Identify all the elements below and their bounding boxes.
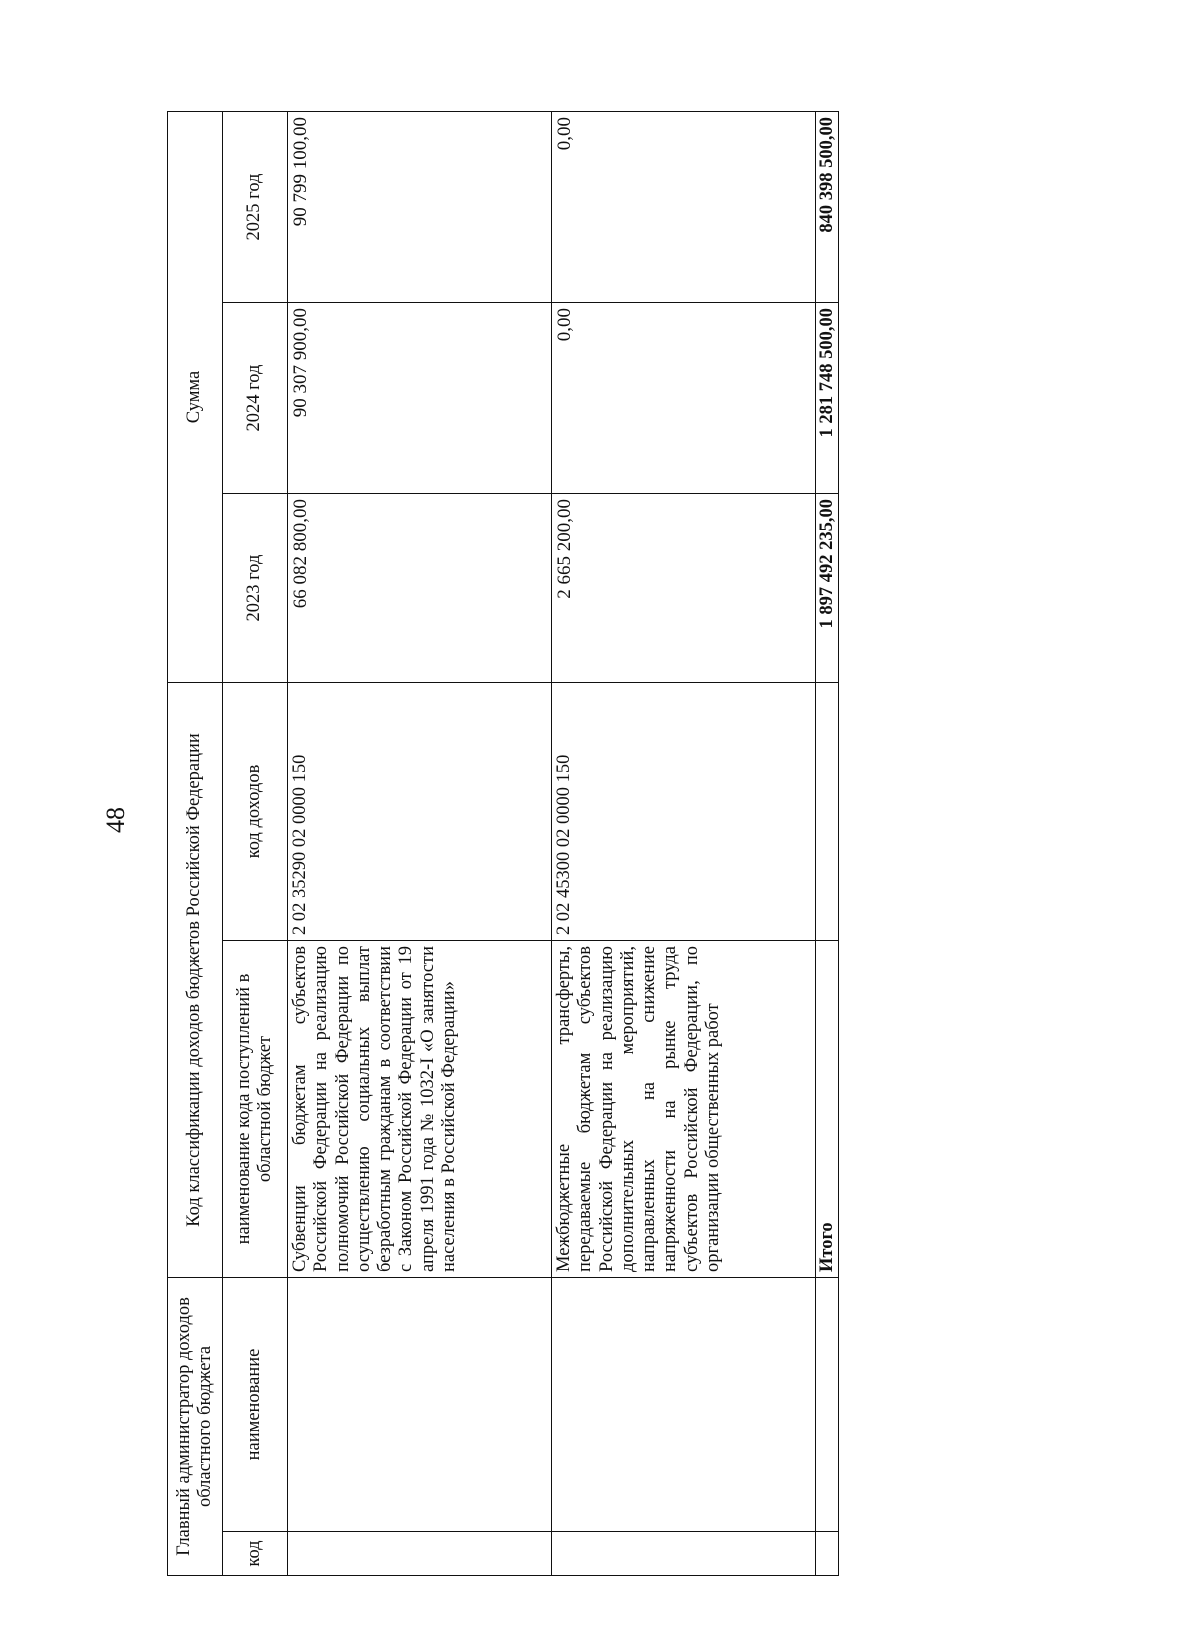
amount-2023-cell: 66 082 800,00 [288, 494, 552, 683]
total-label: Итого [816, 941, 839, 1278]
header-row-top [168, 111, 223, 1575]
amount-2024-cell: 0,00 [552, 303, 816, 494]
header-sum-group: Сумма [168, 111, 223, 682]
amount-2023-cell: 2 665 200,00 [552, 494, 816, 683]
header-row-sub [223, 111, 288, 1575]
header-admin-code: код [223, 1532, 288, 1576]
income-code-cell: 2 02 35290 02 0000 150 [288, 683, 552, 941]
total-2024-cell: 1 281 748 500,00 [816, 303, 839, 494]
header-year-2023: 2023 год [223, 494, 288, 683]
header-admin-name: наименование [223, 1278, 288, 1532]
total-empty-cell [816, 683, 839, 941]
total-2023-cell: 1 897 492 235,00 [816, 494, 839, 683]
total-empty-cell [816, 1532, 839, 1576]
total-2025-cell: 840 398 500,00 [816, 111, 839, 302]
admin-name-cell [288, 1278, 552, 1532]
income-name-cell: Межбюджетные трансферты, передаваемые бюджетам субъектов Российской Федерации на реализацию дополнительных мероприятий, направленных на снижение напряженности на рынке труда субъектов Российской Федерации, по организации общественных работ [552, 941, 816, 1278]
header-admin-group: Главный администратор доходов областного бюджета [168, 1278, 223, 1576]
page-number: 48 [101, 807, 130, 833]
admin-code-cell [288, 1532, 552, 1576]
amount-2025-cell: 0,00 [552, 111, 816, 302]
total-empty-cell [816, 1278, 839, 1532]
admin-name-cell [552, 1278, 816, 1532]
header-year-2024: 2024 год [223, 303, 288, 494]
total-row [816, 111, 839, 1575]
header-classification-group: Код классификации доходов бюджетов Российской Федерации [168, 683, 223, 1278]
header-year-2025: 2025 год [223, 111, 288, 302]
income-table [167, 111, 839, 1576]
amount-2024-cell: 90 307 900,00 [288, 303, 552, 494]
income-name-cell: Субвенции бюджетам субъектов Российской Федерации на реализацию полномочий Российской Федерации по осуществлению социальных выплат безработным гражданам в соответствии с Законом Российской Федерации от 19 апреля 1991 года № 1032-I «О занятости населения в Российской Федерации» [288, 941, 552, 1278]
admin-code-cell [552, 1532, 816, 1576]
rotated-table-container [167, 112, 839, 1576]
table-row [552, 111, 816, 1575]
income-code-cell: 2 02 45300 02 0000 150 [552, 683, 816, 941]
header-income-code: код доходов [223, 683, 288, 941]
table-row [288, 111, 552, 1575]
amount-2025-cell: 90 799 100,00 [288, 111, 552, 302]
header-income-name: наименование кода поступлений в областной бюджет [223, 941, 288, 1278]
